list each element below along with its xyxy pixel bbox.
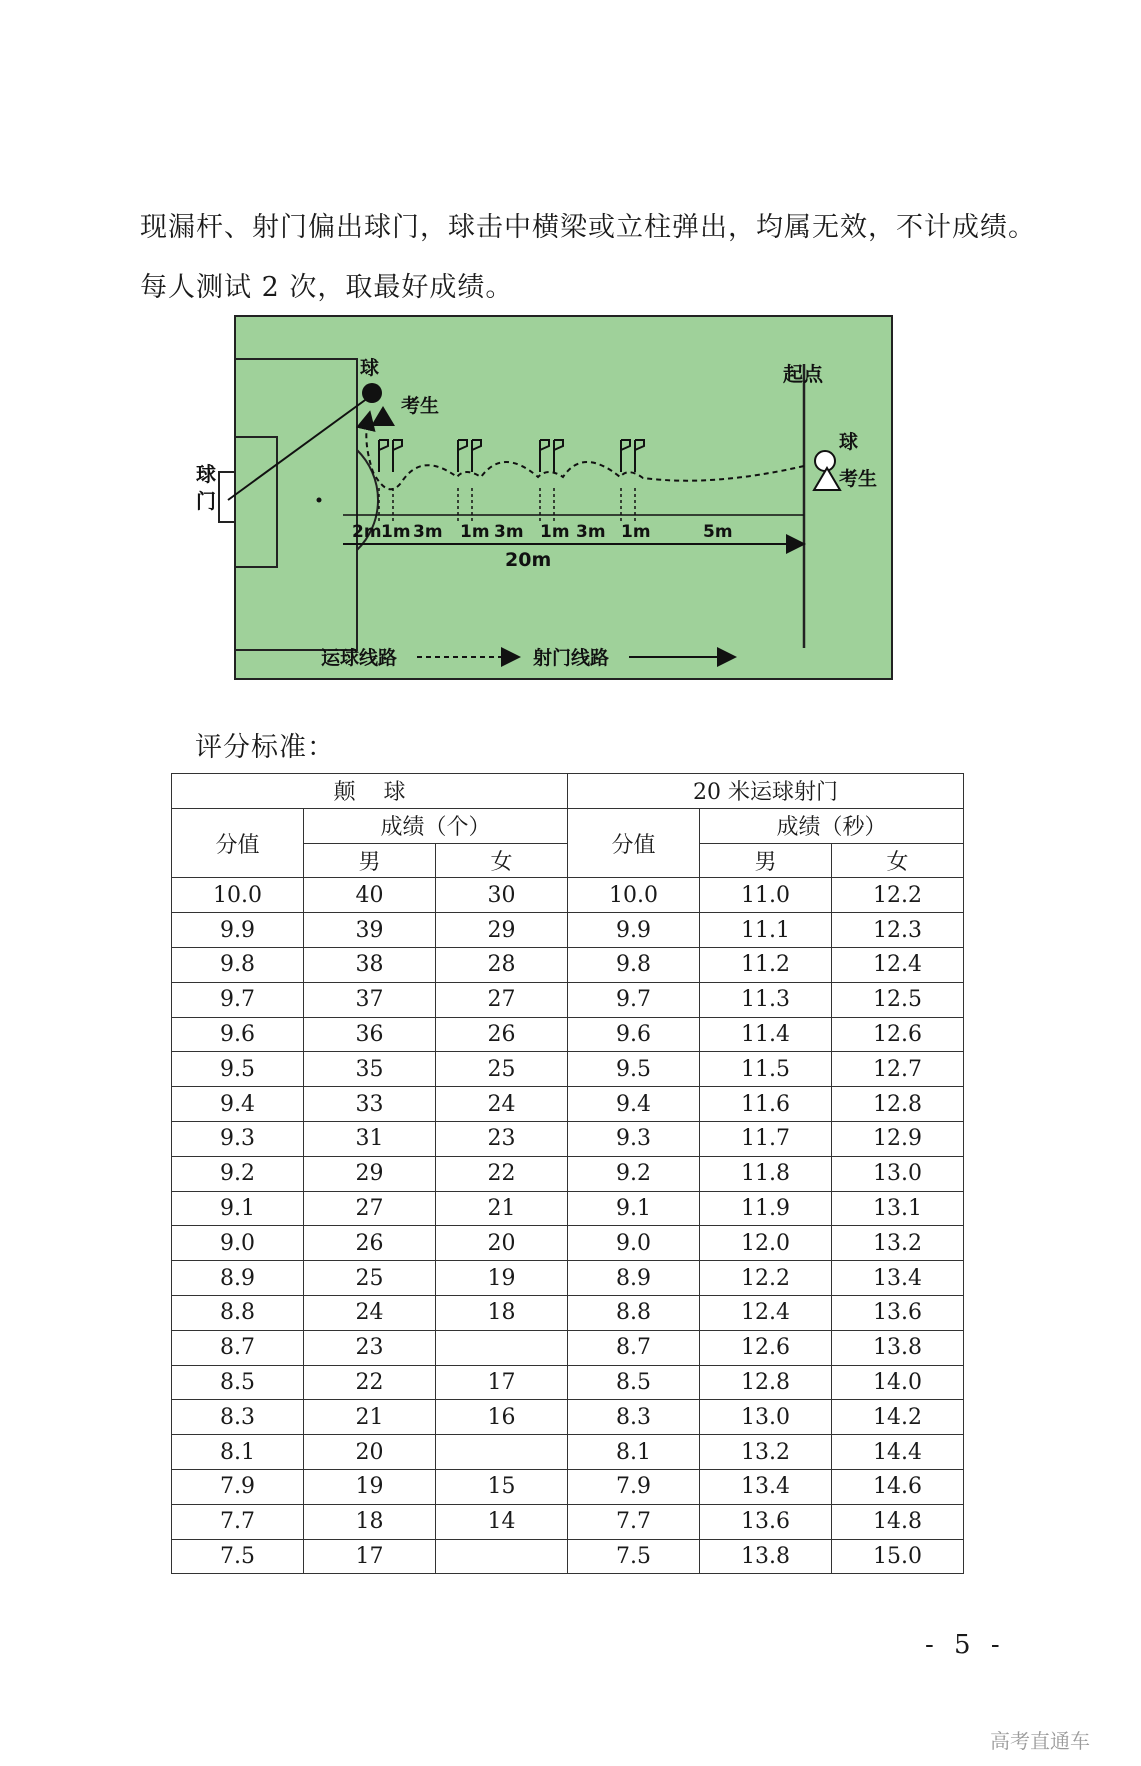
table-cell: 9.6 (172, 1017, 304, 1052)
table-cell: 9.6 (568, 1017, 700, 1052)
table-cell: 20 (436, 1226, 568, 1261)
table-cell: 11.6 (700, 1087, 832, 1122)
table-cell: 38 (304, 947, 436, 982)
table-cell: 7.5 (172, 1539, 304, 1574)
table-cell: 11.4 (700, 1017, 832, 1052)
table-cell: 9.3 (568, 1121, 700, 1156)
penalty-spot (317, 498, 322, 503)
table-cell: 9.8 (568, 947, 700, 982)
col-header-male: 男 (304, 843, 436, 878)
table-cell: 10.0 (568, 878, 700, 913)
dribble-shoot-diagram (183, 312, 963, 704)
table-cell: 13.2 (700, 1435, 832, 1470)
distance-label: 1m (540, 522, 570, 542)
table-cell: 28 (436, 947, 568, 982)
table-cell: 36 (304, 1017, 436, 1052)
table-cell: 8.8 (172, 1295, 304, 1330)
col-header-performance-seconds: 成绩（秒） (700, 808, 964, 843)
table-cell: 27 (436, 982, 568, 1017)
table-cell: 39 (304, 913, 436, 948)
body-paragraph-rules: 现漏杆、射门偏出球门，球击中横梁或立柱弹出，均属无效，不计成绩。 (140, 212, 1036, 243)
table-cell: 8.5 (172, 1365, 304, 1400)
examinee-right-label: 考生 (839, 468, 878, 490)
page-number: - 5 - (925, 1630, 1006, 1660)
table-cell: 12.5 (832, 982, 964, 1017)
table-cell: 22 (304, 1365, 436, 1400)
table-cell: 7.7 (568, 1504, 700, 1539)
table-cell: 9.3 (172, 1121, 304, 1156)
table-cell: 16 (436, 1400, 568, 1435)
start-label: 起点 (783, 362, 823, 386)
table-cell: 9.5 (172, 1052, 304, 1087)
scoring-caption: 评分标准： (195, 732, 335, 763)
table-cell: 29 (304, 1156, 436, 1191)
goal-label-1: 球 (196, 462, 216, 486)
watermark: 高考直通车 (990, 1729, 1090, 1753)
table-cell: 8.7 (568, 1330, 700, 1365)
table-cell: 19 (436, 1261, 568, 1296)
table-cell: 8.9 (568, 1261, 700, 1296)
table-cell: 24 (436, 1087, 568, 1122)
table-cell: 7.9 (172, 1469, 304, 1504)
table-cell: 25 (304, 1261, 436, 1296)
table-cell: 23 (304, 1330, 436, 1365)
table-cell: 22 (436, 1156, 568, 1191)
table-cell: 8.3 (568, 1400, 700, 1435)
table-cell: 10.0 (172, 878, 304, 913)
table-cell: 7.5 (568, 1539, 700, 1574)
table-cell: 35 (304, 1052, 436, 1087)
table-cell: 19 (304, 1469, 436, 1504)
table-cell: 11.9 (700, 1191, 832, 1226)
table-cell: 9.7 (568, 982, 700, 1017)
table-cell: 8.1 (568, 1435, 700, 1470)
table-cell: 13.1 (832, 1191, 964, 1226)
table-row (172, 1539, 964, 1574)
table-row (172, 1469, 964, 1504)
table-cell: 11.1 (700, 913, 832, 948)
table-cell: 9.8 (172, 947, 304, 982)
table-cell: 8.8 (568, 1295, 700, 1330)
table-cell: 40 (304, 878, 436, 913)
table-row (172, 1330, 964, 1365)
table-row (172, 1226, 964, 1261)
legend-dribble-label: 运球线路 (321, 647, 398, 669)
table-cell: 13.2 (832, 1226, 964, 1261)
table-row (172, 947, 964, 982)
col-header-score: 分值 (568, 808, 700, 878)
table-row (172, 913, 964, 948)
table-cell: 9.4 (172, 1087, 304, 1122)
table-cell: 12.4 (700, 1295, 832, 1330)
table-cell: 13.4 (832, 1261, 964, 1296)
table-row (172, 1121, 964, 1156)
table-cell: 9.0 (568, 1226, 700, 1261)
table-cell: 11.7 (700, 1121, 832, 1156)
table-cell: 26 (304, 1226, 436, 1261)
table-cell: 12.8 (832, 1087, 964, 1122)
table-cell: 9.9 (568, 913, 700, 948)
examinee-left-label: 考生 (401, 395, 440, 417)
distance-label: 3m (494, 522, 524, 542)
body-paragraph-attempts: 每人测试 2 次，取最好成绩。 (140, 272, 514, 303)
table-cell: 14.6 (832, 1469, 964, 1504)
table-cell: 12.7 (832, 1052, 964, 1087)
table-cell: 13.8 (832, 1330, 964, 1365)
table-cell: 14.8 (832, 1504, 964, 1539)
col-header-male: 男 (700, 843, 832, 878)
table-cell: 11.3 (700, 982, 832, 1017)
table-row (172, 1400, 964, 1435)
table-cell: 14.4 (832, 1435, 964, 1470)
table-cell: 23 (436, 1121, 568, 1156)
table-cell: 12.6 (700, 1330, 832, 1365)
table-cell: 13.4 (700, 1469, 832, 1504)
table-cell: 11.2 (700, 947, 832, 982)
table-cell: 11.0 (700, 878, 832, 913)
distance-label: 5m (703, 522, 733, 542)
col-header-female: 女 (436, 843, 568, 878)
table-cell: 7.9 (568, 1469, 700, 1504)
table-cell: 11.8 (700, 1156, 832, 1191)
table-row (172, 1435, 964, 1470)
table-cell: 9.9 (172, 913, 304, 948)
group-header-juggling: 颠 球 (172, 774, 568, 809)
distance-label: 3m (576, 522, 606, 542)
table-cell: 12.2 (832, 878, 964, 913)
table-row (172, 1156, 964, 1191)
distance-label: 1m (460, 522, 490, 542)
table-row (172, 1295, 964, 1330)
table-cell: 9.4 (568, 1087, 700, 1122)
table-cell: 17 (304, 1539, 436, 1574)
distance-label: 3m (413, 522, 443, 542)
table-cell: 15 (436, 1469, 568, 1504)
table-cell: 15.0 (832, 1539, 964, 1574)
table-cell: 18 (304, 1504, 436, 1539)
table-row (172, 1087, 964, 1122)
table-cell: 8.1 (172, 1435, 304, 1470)
scoring-table (171, 773, 964, 1574)
table-cell: 9.5 (568, 1052, 700, 1087)
table-cell: 12.6 (832, 1017, 964, 1052)
table-cell: 14 (436, 1504, 568, 1539)
table-cell: 21 (436, 1191, 568, 1226)
col-header-score: 分值 (172, 808, 304, 878)
distance-label: 1m (381, 522, 411, 542)
total-distance-label: 20m (505, 549, 552, 571)
group-header-dribble-shoot: 20 米运球射门 (568, 774, 964, 809)
table-cell: 9.2 (568, 1156, 700, 1191)
table-cell: 18 (436, 1295, 568, 1330)
table-cell: 12.8 (700, 1365, 832, 1400)
table-cell: 11.5 (700, 1052, 832, 1087)
table-cell: 37 (304, 982, 436, 1017)
table-cell: 12.3 (832, 913, 964, 948)
table-cell: 9.0 (172, 1226, 304, 1261)
col-header-female: 女 (832, 843, 964, 878)
col-header-performance-count: 成绩（个） (304, 808, 568, 843)
table-cell: 20 (304, 1435, 436, 1470)
table-row (172, 1365, 964, 1400)
table-cell: 12.2 (700, 1261, 832, 1296)
table-cell (436, 1330, 568, 1365)
table-cell: 31 (304, 1121, 436, 1156)
table-row (172, 1504, 964, 1539)
table-cell: 26 (436, 1017, 568, 1052)
table-row (172, 1017, 964, 1052)
table-cell: 27 (304, 1191, 436, 1226)
table-cell: 12.4 (832, 947, 964, 982)
table-cell: 24 (304, 1295, 436, 1330)
legend-shoot-label: 射门线路 (533, 647, 610, 669)
table-cell: 29 (436, 913, 568, 948)
table-cell: 12.9 (832, 1121, 964, 1156)
table-cell: 8.5 (568, 1365, 700, 1400)
table-row (172, 1261, 964, 1296)
table-cell: 33 (304, 1087, 436, 1122)
table-cell: 13.0 (832, 1156, 964, 1191)
table-cell: 9.2 (172, 1156, 304, 1191)
table-cell: 12.0 (700, 1226, 832, 1261)
table-cell: 8.9 (172, 1261, 304, 1296)
ball-right-icon (815, 451, 835, 471)
table-cell: 14.2 (832, 1400, 964, 1435)
table-cell: 30 (436, 878, 568, 913)
ball-right-label: 球 (839, 431, 859, 453)
table-cell (436, 1435, 568, 1470)
table-cell: 21 (304, 1400, 436, 1435)
table-cell: 17 (436, 1365, 568, 1400)
table-cell: 14.0 (832, 1365, 964, 1400)
table-row (172, 878, 964, 913)
table-cell: 9.7 (172, 982, 304, 1017)
table-cell: 8.3 (172, 1400, 304, 1435)
table-row (172, 1052, 964, 1087)
ball-left-icon (362, 383, 382, 403)
table-row (172, 1191, 964, 1226)
table-cell: 25 (436, 1052, 568, 1087)
table-cell: 9.1 (172, 1191, 304, 1226)
table-cell: 13.6 (832, 1295, 964, 1330)
ball-left-label: 球 (360, 357, 380, 379)
table-row (172, 982, 964, 1017)
table-cell: 9.1 (568, 1191, 700, 1226)
distance-label: 1m (621, 522, 651, 542)
distance-label: 2m (352, 522, 382, 542)
table-cell (436, 1539, 568, 1574)
table-cell: 8.7 (172, 1330, 304, 1365)
table-cell: 13.8 (700, 1539, 832, 1574)
goal-label-2: 门 (196, 489, 216, 513)
table-cell: 7.7 (172, 1504, 304, 1539)
table-cell: 13.6 (700, 1504, 832, 1539)
table-cell: 13.0 (700, 1400, 832, 1435)
